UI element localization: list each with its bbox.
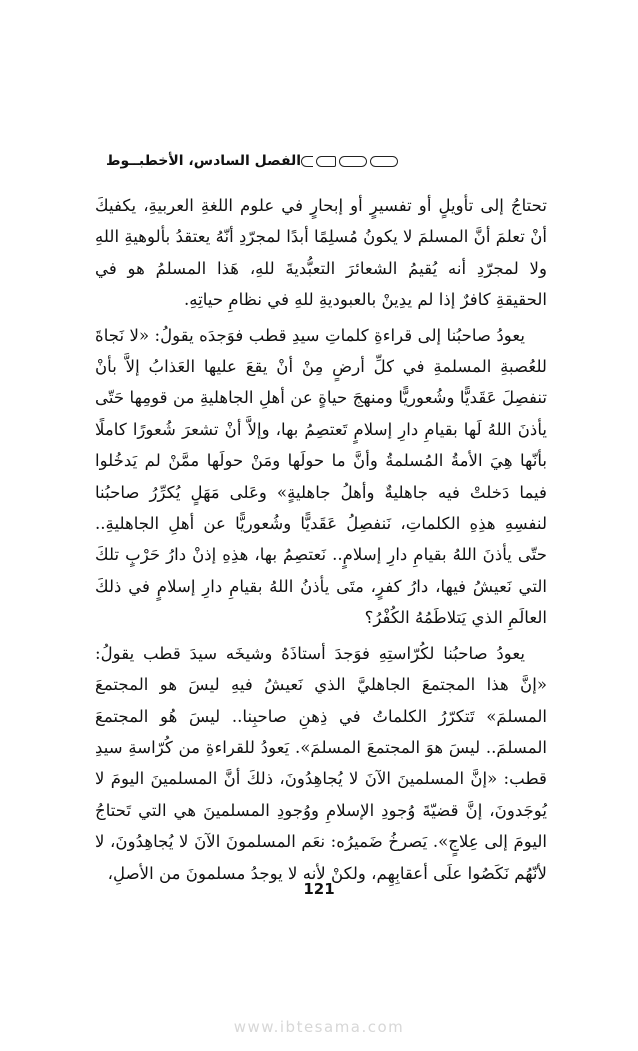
page-number: 121 <box>303 880 335 898</box>
paragraph: يعودُ صاحبُنا لكُرّاستِهِ فوَجدَ أستاذَهُ وشيخَه سيدَ قطب يقولُ: «إنَّ هذا المجتمعَ الجاهليَّ الذي نَعيشُ فيهِ ليسَ هو المجتمعَ المسلمَ» تَتكرّرُ الكلماتُ في ذِهنِ صاحبِنا.. ليسَ هُو المجتمعَ المسلمَ.. ليسَ هوَ المجتمعَ المسلمَ». يَعودُ للقراءةِ من كُرّاسةِ سيدِ قطب: «إنَّ المسلمينَ الآنَ لا يُجاهِدُونَ، ذلكَ أنَّ المسلمينَ اليومَ لا يُوجَدونَ، إنَّ قضيّةَ وُجودِ الإسلامِ ووُجودِ المسلمينَ هي التي تَحتاجُ اليومَ إلى عِلاجٍ». يَصرخُ ضَميرُه: نعَم المسلمونَ الآنَ لا يُجاهِدُونَ، لا لأنّهُم نَكَصُوا علَى أعقابِهِم، ولكنْ لأنه لا يوجدُ مسلمونَ من الأصلِ، <box>95 643 547 883</box>
watermark: www.ibtesama.com <box>233 1018 405 1036</box>
header-ornament-icon <box>301 156 398 167</box>
body-text <box>95 190 547 889</box>
paragraph: يعودُ صاحبُنا إلى قراءةِ كلماتِ سيدِ قطب فوَجدَه يقولُ: «لا نَجاةَ للعُصبةِ المسلمةِ في كلِّ أرضٍ مِنْ أنْ يقعَ عليها العَذابُ إلاَّ بأنْ تنفصِلَ عَقَديًّا وشُعوريًّا ومنهجَ حياةٍ عن أهلِ الجاهليةِ من قومِها حَتّى يأذنَ اللهُ لَها بقيامِ دارِ إسلامٍ تَعتصِمُ بها، وإلاَّ أنْ تشعرَ شُعورًا كاملًا بأنّها هِيَ الأمةُ المُسلمةُ وأنَّ ما حولَها ومَنْ حولَها ممَّنْ لم يَدخُلوا فيما دَخلتْ فيه جاهليةٌ وأهلُ جاهليةٍ» وعَلى مَهَلٍ يُكرِّرُ صاحبُنا لنفسِهِ هذِهِ الكلماتِ، نَنفصِلُ عَقَديًّا وشُعوريًّا عن أهلِ الجاهليةِ.. حتّى يأذنَ اللهُ بقيامِ دارِ إسلامٍ.. نَعتصِمُ بها، هذِهِ إذنْ دارُ حَرْبٍ تلكَ التي نَعيشُ فيها، دارُ كفرٍ، متَى يأذنُ اللهُ بقيامِ دارِ إسلامٍ في ذلكَ العالَمِ الذي يَتلاطَمُهُ الكُفْرُ؟ <box>95 325 547 628</box>
paragraph-continuation: تحتاجُ إلى تأويلٍ أو تفسيرٍ أو إبحارٍ في علوم اللغةِ العربيةِ، يكفيكَ أنْ تعلمَ أنَّ المسلمَ لا يكونُ مُسلِمًا أبدًا لمجرّدِ أنّهُ يعتقدُ بألوهيةِ اللهِ ولا لمجرّدِ أنه يُقيمُ الشعائرَ التعبُّديةَ للهِ، هَذا المسلمُ هو في الحقيقةِ كافرٌ إذا لم يدِينْ بالعبوديةِ للهِ في نظامِ حياتِهِ. <box>95 196 547 310</box>
chapter-title: الفصل السادس، الأخطبــوط <box>106 153 302 169</box>
running-header <box>98 148 540 174</box>
